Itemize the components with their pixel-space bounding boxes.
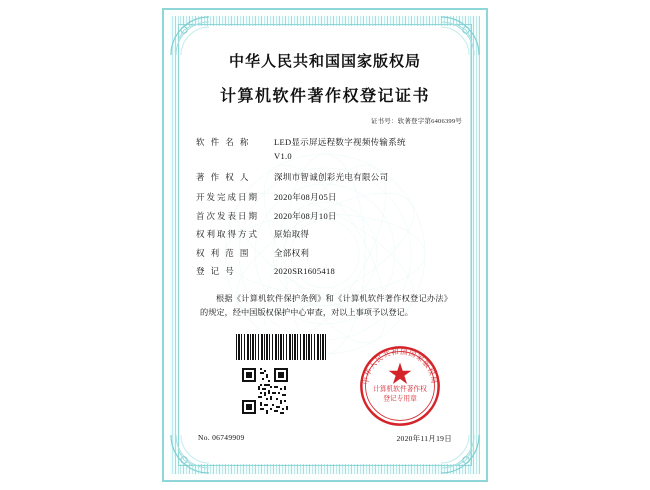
certificate-sheet (162, 8, 488, 482)
field-row-development-date (196, 192, 460, 203)
marks-area (184, 334, 466, 426)
statement-paragraph: 根据《计算机软件保护条例》和《计算机软件著作权登记办法》的规定，经中国版权保护中心审查，对以上事项予以登记。 (200, 293, 452, 318)
field-value (274, 137, 460, 163)
certificate-content (184, 30, 466, 460)
field-value: 2020年08月10日 (274, 210, 337, 221)
field-label: 软 件 名 称 (196, 137, 251, 147)
field-row-copyright-owner (196, 172, 460, 183)
field-label: 首次发表日期 (196, 210, 260, 221)
certificate-footer (198, 433, 452, 444)
field-value: 全部权利 (274, 247, 310, 258)
field-list (184, 137, 466, 278)
svg-text:中华人民共和国国家版权局: 中华人民共和国国家版权局 (361, 348, 439, 386)
issue-date: 2020年11月19日 (396, 434, 452, 443)
official-seal-icon (358, 344, 442, 428)
field-value-text: LED显示屏远程数字视频传输系统 (274, 137, 406, 147)
field-value: 2020SR1605418 (274, 266, 336, 277)
certificate-serial: 证书号：软著登字第6406399号 (370, 118, 462, 125)
barcode-icon (236, 334, 328, 360)
field-label: 权 利 范 围 (196, 247, 251, 258)
issuer-title: 中华人民共和国国家版权局 (228, 54, 421, 70)
field-row-rights-acquisition (196, 229, 460, 240)
field-label: 开发完成日期 (196, 192, 260, 203)
field-row-registration-number (196, 266, 460, 277)
field-row-software-name (196, 137, 460, 163)
field-row-first-publish-date (196, 211, 460, 222)
field-label: 登 记 号 (196, 266, 236, 277)
serial-number: No. 06749909 (198, 433, 245, 442)
field-label: 著 作 权 人 (196, 171, 251, 182)
field-value: 深圳市智诚创彩光电有限公司 (274, 171, 389, 182)
svg-text:登记专用章: 登记专用章 (383, 395, 417, 403)
qr-code-icon (242, 368, 288, 414)
field-label: 权利取得方式 (196, 229, 260, 240)
field-row-rights-scope (196, 248, 460, 259)
document-title: 计算机软件著作权登记证书 (219, 88, 430, 105)
field-value: 原始取得 (274, 229, 310, 240)
svg-text:计算机软件著作权: 计算机软件著作权 (373, 386, 427, 394)
field-value: 2020年08月05日 (274, 192, 337, 203)
field-value-version: V1.0 (274, 151, 292, 162)
